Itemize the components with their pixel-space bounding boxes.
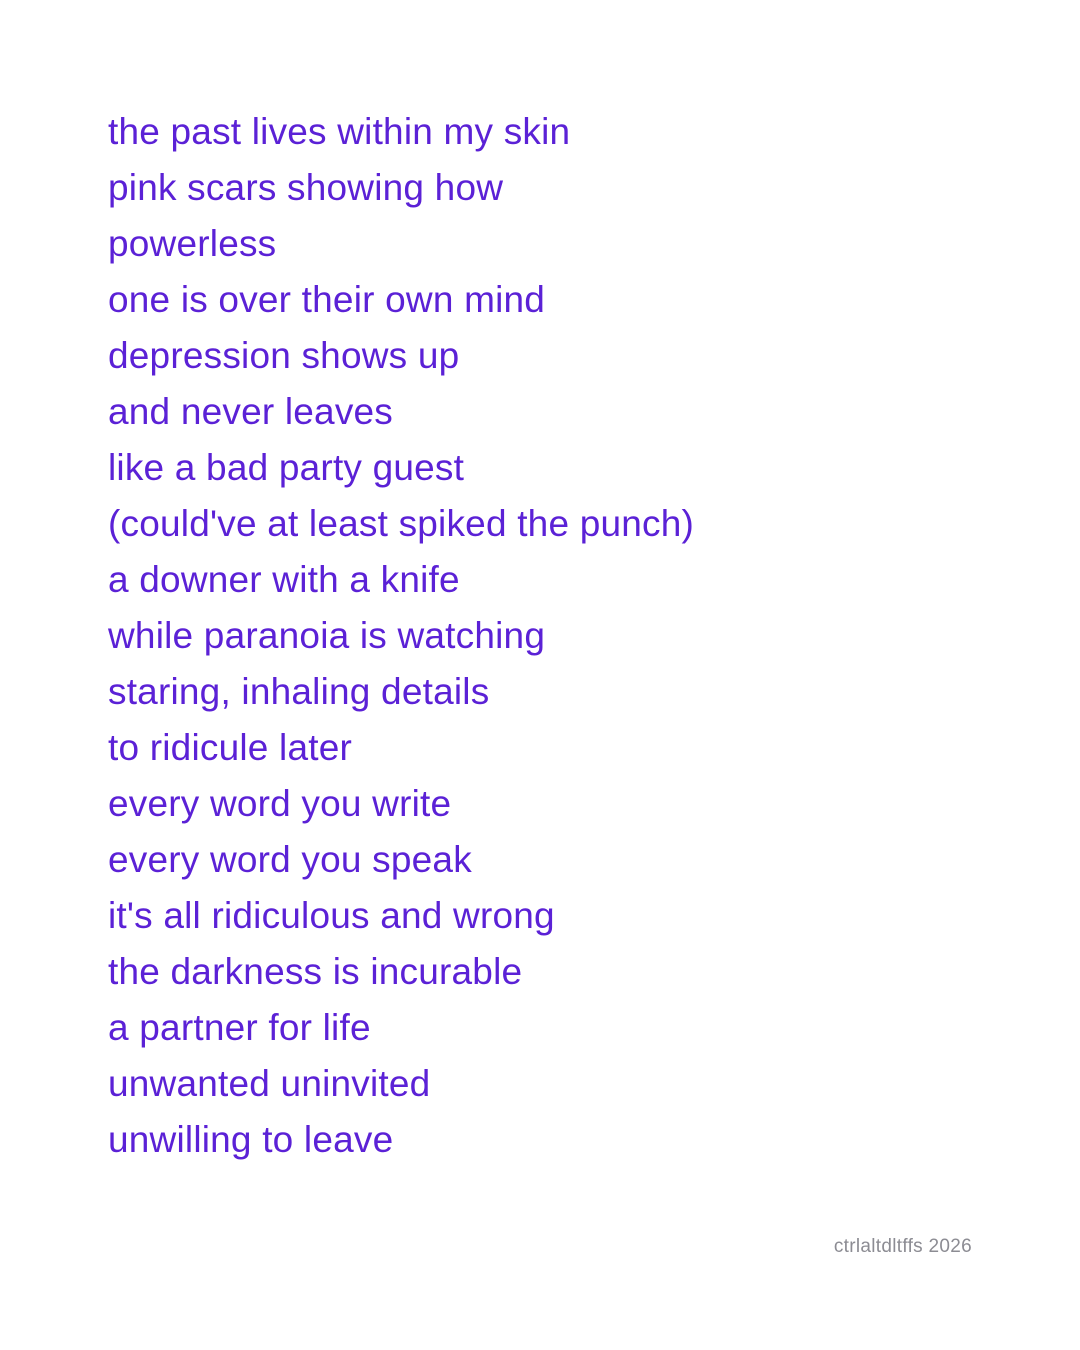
poem-line: unwanted uninvited [108,1063,431,1104]
poem-line: and never leaves [108,391,393,432]
poem-line: while paranoia is watching [108,615,546,656]
poem-line: staring, inhaling details [108,671,490,712]
poem-body [108,104,968,1168]
poem-line: every word you write [108,783,452,824]
poem-line: (could've at least spiked the punch) [108,503,695,544]
poem-line: one is over their own mind [108,279,546,320]
poem-line: the past lives within my skin [108,111,571,152]
poem-line: unwilling to leave [108,1119,394,1160]
poem-line: every word you speak [108,839,472,880]
poem-line: the darkness is incurable [108,951,523,992]
poem-line: a partner for life [108,1007,371,1048]
poem-line: depression shows up [108,335,460,376]
poem-line: powerless [108,223,277,264]
poem-line: to ridicule later [108,727,353,768]
poem-line: pink scars showing how [108,167,504,208]
poem-line: a downer with a knife [108,559,460,600]
poem-line: it's all ridiculous and wrong [108,895,555,936]
signature-credit: ctrlaltdltffs 2026 [833,1236,972,1257]
poem-line: like a bad party guest [108,447,465,488]
